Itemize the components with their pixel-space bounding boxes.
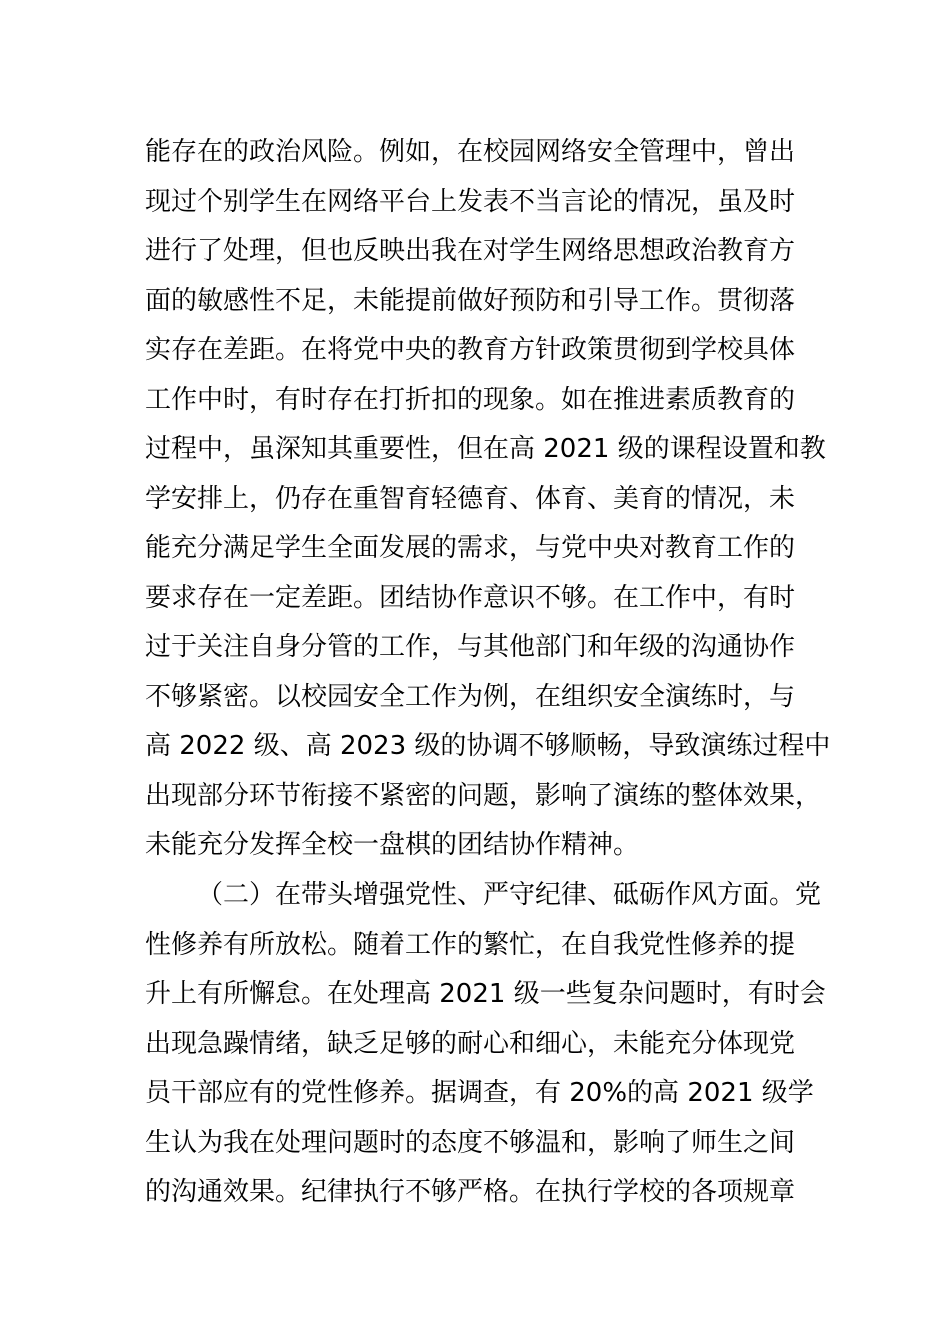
text-line: 高 2022 级、高 2023 级的协调不够顺畅，导致演练过程中 — [145, 731, 831, 761]
text-line: 要求存在一定差距。团结协作意识不够。在工作中，有时 — [145, 583, 796, 613]
text-line: 过程中，虽深知其重要性，但在高 2021 级的课程设置和教 — [145, 434, 826, 464]
text-line: 过于关注自身分管的工作，与其他部门和年级的沟通协作 — [145, 632, 796, 662]
text-line: 工作中时，有时存在打折扣的现象。如在推进素质教育的 — [145, 385, 796, 415]
text-line: 出现急躁情绪，缺乏足够的耐心和细心，未能充分体现党 — [145, 1029, 796, 1059]
text-line: 实存在差距。在将党中央的教育方针政策贯彻到学校具体 — [145, 335, 796, 365]
text-line: 现过个别学生在网络平台上发表不当言论的情况，虽及时 — [145, 187, 796, 217]
text-line: 未能充分发挥全校一盘棋的团结协作精神。 — [145, 830, 640, 860]
text-line: 进行了处理，但也反映出我在对学生网络思想政治教育方 — [145, 236, 796, 266]
text-line: 面的敏感性不足，未能提前做好预防和引导工作。贯彻落 — [145, 286, 796, 316]
text-line: 升上有所懈怠。在处理高 2021 级一些复杂问题时，有时会 — [145, 979, 826, 1009]
text-line: 生认为我在处理问题时的态度不够温和，影响了师生之间 — [145, 1128, 796, 1158]
text-line: 性修养有所放松。随着工作的繁忙，在自我党性修养的提 — [145, 930, 796, 960]
text-line: 出现部分环节衔接不紧密的问题，影响了演练的整体效果， — [145, 781, 822, 811]
text-line: 员干部应有的党性修养。据调查，有 20%的高 2021 级学 — [145, 1078, 814, 1108]
text-line: 的沟通效果。纪律执行不够严格。在执行学校的各项规章 — [145, 1177, 796, 1207]
text-line: 能存在的政治风险。例如，在校园网络安全管理中，曾出 — [145, 137, 796, 167]
text-line: 学安排上，仍存在重智育轻德育、体育、美育的情况，未 — [145, 484, 796, 514]
text-line: 能充分满足学生全面发展的需求，与党中央对教育工作的 — [145, 533, 796, 563]
text-line: 不够紧密。以校园安全工作为例，在组织安全演练时，与 — [145, 682, 796, 712]
paragraph-start-line: （二）在带头增强党性、严守纪律、砥砺作风方面。党 — [197, 880, 822, 910]
